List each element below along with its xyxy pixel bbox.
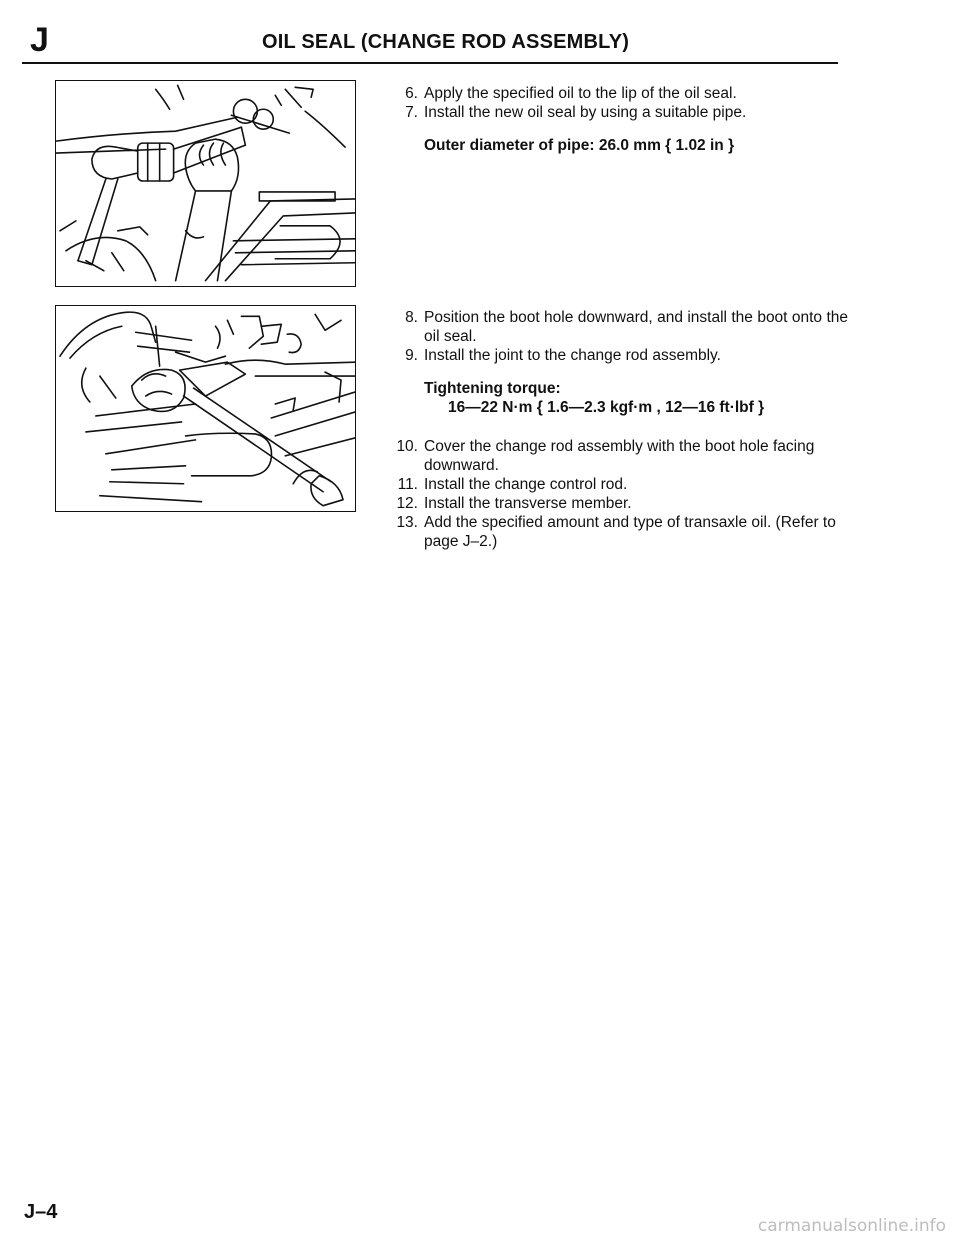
spec-pipe-diameter: Outer diameter of pipe: 26.0 mm { 1.02 in } [424,137,735,154]
watermark: carmanualsonline.info [757,1216,946,1236]
illustration-boot-install [56,306,355,511]
step-item [378,475,848,494]
step-item [378,346,848,365]
illustration-hammer-pipe [56,81,355,286]
step-list [378,437,848,551]
step-text: Install the change control rod. [424,476,628,493]
figure-install-boot [55,305,356,512]
step-text: Add the specified amount and type of transaxle oil. (Refer to page J–2.) [424,514,836,550]
figure-install-oil-seal [55,80,356,287]
step-item [378,437,848,475]
instruction-block-boot [378,308,848,417]
step-list [378,308,848,365]
step-number: 12. [396,495,418,512]
step-text: Position the boot hole downward, and install the boot onto the oil seal. [424,309,848,345]
section-letter: J [30,21,49,59]
step-number: 10. [396,438,418,455]
step-number: 13. [396,514,418,531]
spec-tightening-torque [424,379,848,417]
page-title: OIL SEAL (CHANGE ROD ASSEMBLY) [262,31,630,53]
page-header [0,0,960,70]
step-text: Install the joint to the change rod assembly. [424,347,721,364]
page-number: J–4 [24,1201,58,1223]
spec-label: Tightening torque: [424,380,561,397]
instruction-block-final [378,437,848,551]
step-item [378,84,848,103]
step-item [378,308,848,346]
step-list [378,84,848,122]
step-text: Install the new oil seal by using a suitable pipe. [424,104,747,121]
step-text: Cover the change rod assembly with the boot hole facing downward. [424,438,815,474]
step-item [378,494,848,513]
instruction-block-oil-seal [378,84,848,155]
step-number: 7. [405,104,418,121]
step-number: 9. [405,347,418,364]
step-number: 8. [405,309,418,326]
step-number: 6. [405,85,418,102]
header-rule [22,62,838,64]
spec-value: 16—22 N·m { 1.6—2.3 kgf·m , 12—16 ft·lbf } [448,399,765,416]
step-number: 11. [397,476,418,493]
step-item [378,513,848,551]
step-text: Install the transverse member. [424,495,632,512]
step-item [378,103,848,122]
step-text: Apply the specified oil to the lip of the oil seal. [424,85,737,102]
